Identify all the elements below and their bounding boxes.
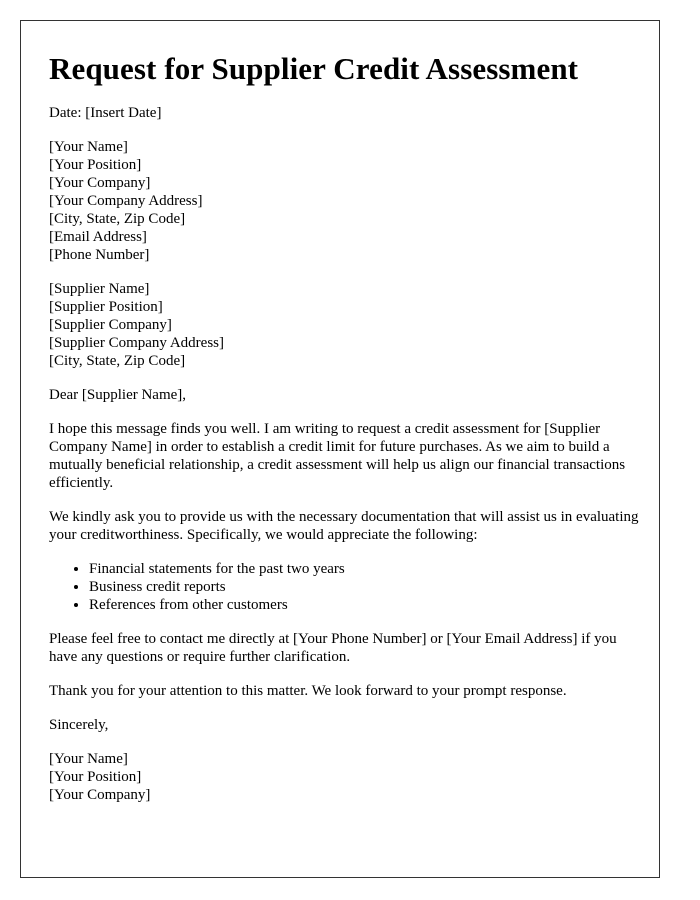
recipient-name: [Supplier Name] [49,281,150,297]
signature-company: [Your Company] [49,787,151,803]
request-paragraph: We kindly ask you to provide us with the necessary documentation that will assist us in evaluating your creditworthiness. Specifically, we would appreciate the following: [49,509,639,543]
list-item: • Business credit reports [89,578,639,596]
recipient-company-address: [Supplier Company Address] [49,335,224,351]
sender-block [49,138,639,264]
date-line: Date: [Insert Date] [49,105,162,121]
letter-content [49,51,639,820]
letter-page [20,20,660,878]
sender-company-address: [Your Company Address] [49,193,203,209]
signature-position: [Your Position] [49,769,142,785]
sender-phone: [Phone Number] [49,247,150,263]
contact-paragraph: Please feel free to contact me directly at [Your Phone Number] or [Your Email Address] if you have any questions or require further clarification. [49,631,617,665]
thanks-paragraph: Thank you for your attention to this matter. We look forward to your prompt response. [49,683,567,699]
recipient-company: [Supplier Company] [49,317,172,333]
sender-name: [Your Name] [49,139,128,155]
list-item: • Financial statements for the past two years [89,560,639,578]
letter-title: Request for Supplier Credit Assessment [49,51,579,86]
recipient-block [49,280,639,370]
requested-items-list [49,560,639,614]
sender-email: [Email Address] [49,229,147,245]
recipient-city-state-zip: [City, State, Zip Code] [49,353,186,369]
salutation: Dear [Supplier Name], [49,387,187,403]
sender-city-state-zip: [City, State, Zip Code] [49,211,186,227]
intro-paragraph: I hope this message finds you well. I am writing to request a credit assessment for [Supplier Company Name] in order to establish a credit limit for future purchases. As we aim to build a mutually beneficial relationship, a credit assessment will help us align our financial transactions efficiently. [49,421,626,491]
signature-name: [Your Name] [49,751,128,767]
sender-company: [Your Company] [49,175,151,191]
signature-block [49,750,639,804]
closing: Sincerely, [49,717,109,733]
list-item: • References from other customers [89,596,639,614]
sender-position: [Your Position] [49,157,142,173]
recipient-position: [Supplier Position] [49,299,163,315]
